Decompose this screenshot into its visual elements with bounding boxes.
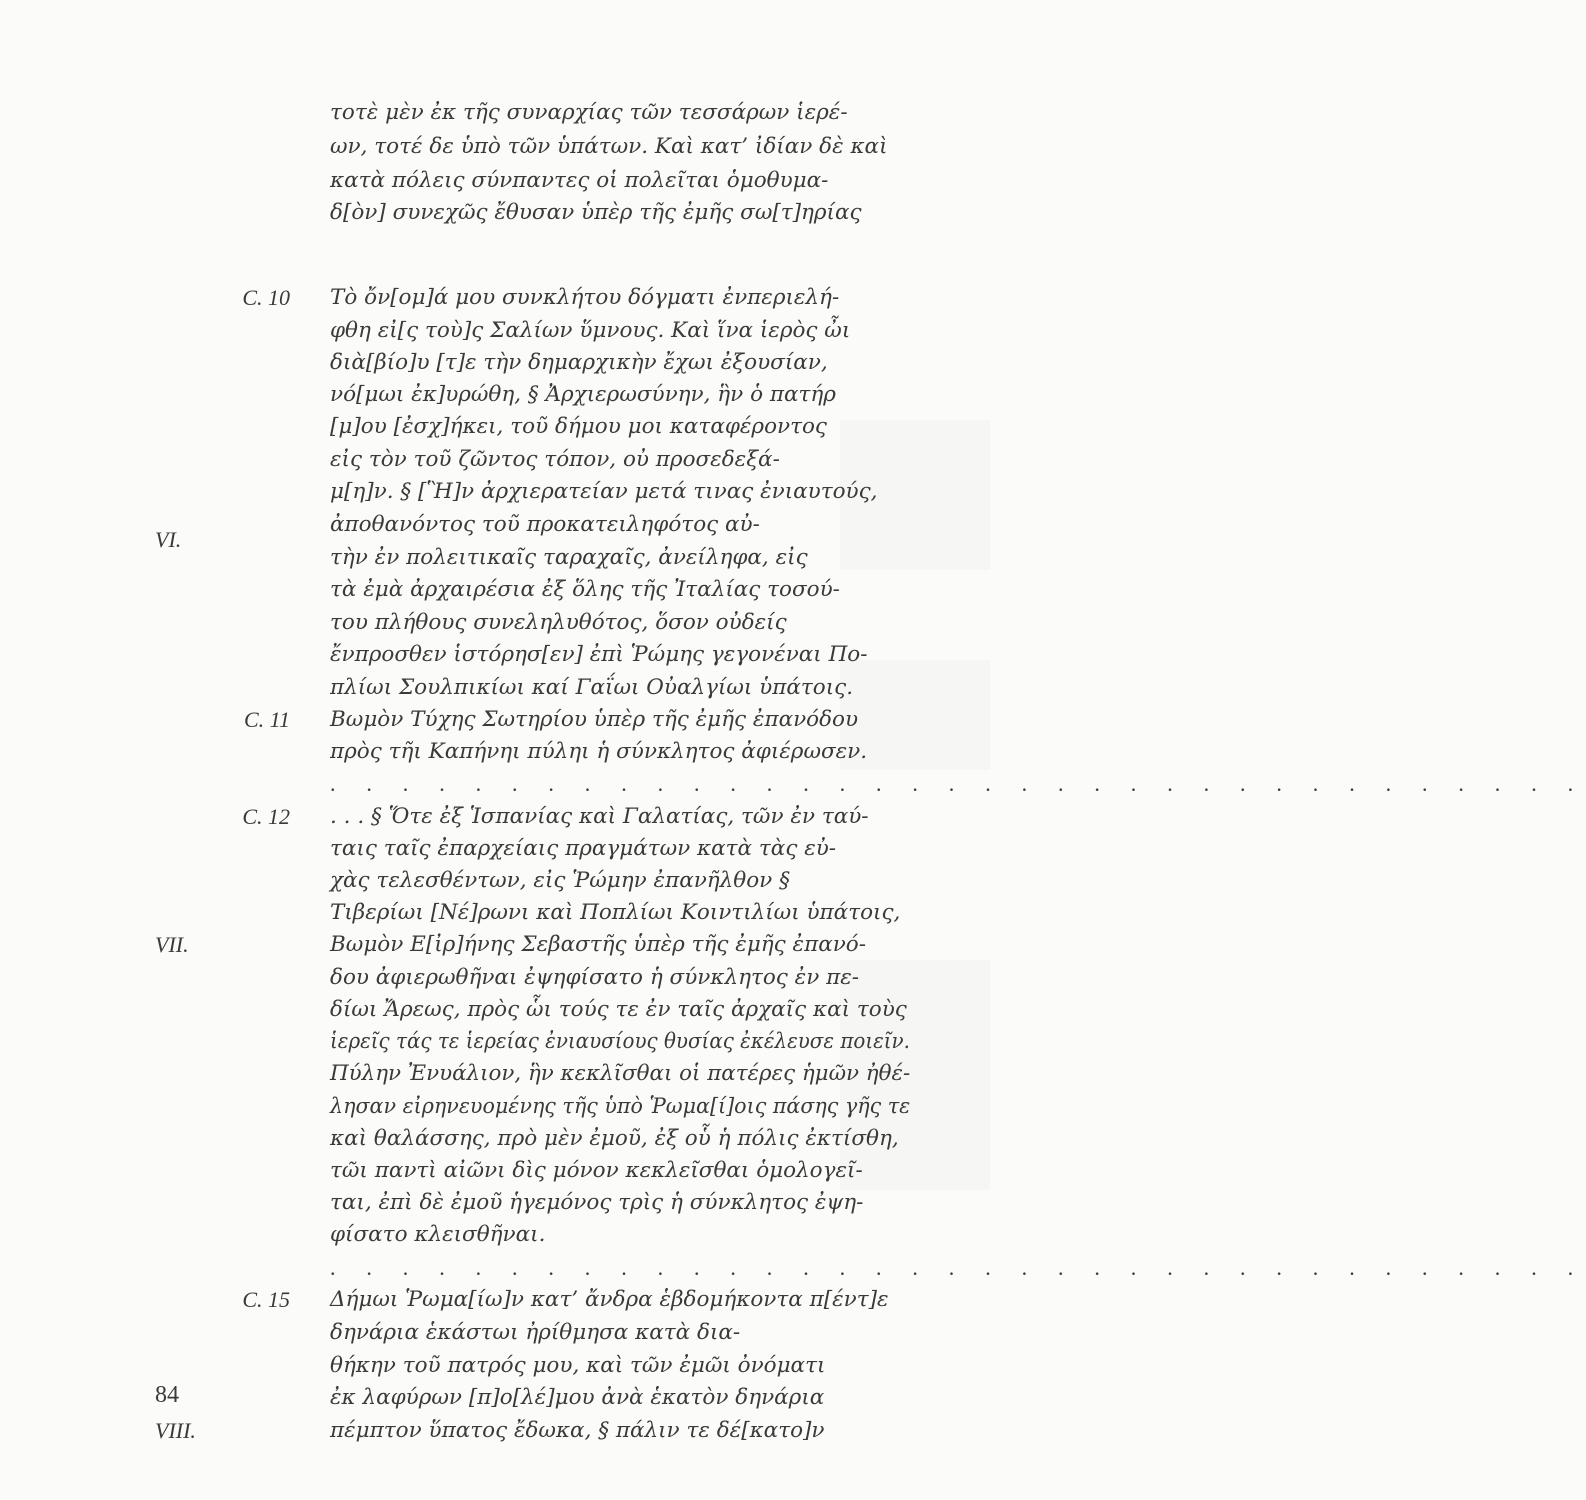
margin-chapter-ref: C. 10 (242, 285, 290, 310)
margin-chapter-ref: C. 15 (242, 1287, 290, 1312)
text-line: Πύλην Ἐνυάλιον, ἣν κεκλῖσθαι οἱ πατέρες ἡμῶν ἠθέ- (330, 1061, 911, 1086)
text-line: κατὰ πόλεις σύνπαντες οἱ πολεῖται ὁμοθυμα- (330, 168, 829, 193)
text-line: ἀποθανόντος τοῦ προκατειληφότος αὐ- (330, 512, 760, 537)
text-line: νό[μωι ἐκ]υρώθη, § Ἀρχιερωσύνην, ἣν ὁ πατήρ (330, 382, 836, 407)
text-line: Βωμὸν Τύχης Σωτηρίου ὑπὲρ τῆς ἐμῆς ἐπανόδου (330, 707, 859, 732)
text-line: λησαν εἰρηνευομένης τῆς ὑπὸ Ῥωμα[ί]οις πάσης γῆς τε (330, 1094, 911, 1119)
text-line: μ[η]ν. § [Ἣ]ν ἀρχιερατείαν μετά τινας ἐνιαυτούς, (330, 479, 878, 504)
text-line: ἐκ λαφύρων [π]ο[λέ]μου ἀνὰ ἑκατὸν δηνάρια (330, 1385, 825, 1410)
section-numeral: VI. (155, 527, 182, 552)
text-line: δίωι Ἄρεως, πρὸς ὧι τούς τε ἐν ταῖς ἀρχαῖς καὶ τοὺς (330, 997, 907, 1022)
text-line: ταις ταῖς ἐπαρχείαις πραγμάτων κατὰ τὰς εὐ- (330, 836, 837, 861)
text-line: του πλήθους συνεληλυθότος, ὅσον οὐδείς (330, 610, 787, 635)
text-line: φίσατο κλεισθῆναι. (330, 1222, 546, 1247)
section-numeral: VIII. (155, 1418, 196, 1443)
text-line: τὰ ἐμὰ ἀρχαιρέσια ἐξ ὅλης τῆς Ἰταλίας τοσού- (330, 577, 840, 602)
text-line: δ[ὸν] συνεχῶς ἔθυσαν ὑπὲρ τῆς ἐμῆς σω[τ]ηρίας (330, 200, 862, 225)
text-line: ἔνπροσθεν ἱστόρησ[εν] ἐπὶ Ῥώμης γεγονέναι Πο- (330, 642, 868, 667)
text-line: ων, τοτέ δε ὑπὸ τῶν ὑπάτων. Καὶ κατ’ ἰδίαν δὲ καὶ (330, 134, 888, 159)
text-line: . . . § Ὅτε ἐξ Ἱσπανίας καὶ Γαλατίας, τῶν ἐν ταύ- (330, 804, 869, 829)
page-number: 84 (155, 1382, 179, 1408)
text-line: [μ]ου [ἐσχ]ήκει, τοῦ δήμου μοι καταφέροντος (330, 414, 827, 439)
text-line: δου ἀφιερωθῆναι ἐψηφίσατο ἡ σύνκλητος ἐν πε- (330, 965, 860, 990)
text-line: τοτὲ μὲν ἐκ τῆς συναρχίας τῶν τεσσάρων ἱερέ- (330, 100, 848, 125)
text-line: Δήμωι Ῥωμα[ίω]ν κατ’ ἄνδρα ἑβδομήκοντα π[έντ]ε (330, 1287, 889, 1312)
text-line: φθη εἰ[ς τοὺ]ς Σαλίων ὕμνους. Καὶ ἵνα ἱερὸς ὦι (330, 318, 851, 343)
text-line: Τιβερίωι [Νέ]ρωνι καὶ Ποπλίωι Κοιντιλίωι ὑπάτοις, (330, 900, 901, 925)
text-line: καὶ θαλάσσης, πρὸ μὲν ἐμοῦ, ἐξ οὗ ἡ πόλις ἐκτίσθη, (330, 1126, 899, 1151)
text-line: δηνάρια ἑκάστωι ἠρίθμησα κατὰ δια- (330, 1320, 741, 1345)
margin-chapter-ref: C. 11 (243, 707, 290, 732)
text-line: πλίωι Σουλπικίωι καί Γαΐωι Οὐαλγίωι ὑπάτοις. (330, 675, 854, 700)
text-line: τῶι παντὶ αἰῶνι δὶς μόνον κεκλεῖσθαι ὁμολογεῖ- (330, 1158, 863, 1183)
text-line: χὰς τελεσθέντων, εἰς Ῥώμην ἐπανῆλθον § (330, 868, 790, 893)
section-numeral: VII. (155, 932, 189, 957)
text-line: ἱερεῖς τάς τε ἱερείας ἐνιαυσίους θυσίας ἐκέλευσε ποιεῖν. (330, 1029, 910, 1054)
margin-chapter-ref: C. 12 (242, 804, 290, 829)
text-line: θήκην τοῦ πατρός μου, καὶ τῶν ἐμῶι ὀνόματι (330, 1353, 826, 1378)
text-line: πέμπτον ὕπατος ἔδωκα, § πάλιν τε δέ[κατο]ν (330, 1418, 825, 1443)
text-line: πρὸς τῆι Καπήνηι πύληι ἡ σύνκλητος ἀφιέρωσεν. (330, 739, 868, 764)
ellipsis-row: . . . . . . . . . . . . . . . . . . . . . . . . . . . . . . . . . . . (330, 771, 1586, 796)
text-line: Βωμὸν Ε[ἰρ]ήνης Σεβαστῆς ὑπὲρ τῆς ἐμῆς ἐπανό- (330, 932, 867, 957)
text-line: τὴν ἐν πολειτικαῖς ταραχαῖς, ἀνείληφα, εἰς (330, 545, 808, 570)
ellipsis-row: . . . . . . . . . . . . . . . . . . . . . . . . . . . . . . . . . . . (330, 1255, 1586, 1280)
text-line: εἰς τὸν τοῦ ζῶντος τόπον, οὐ προσεδεξά- (330, 447, 780, 472)
text-line: ται, ἐπὶ δὲ ἐμοῦ ἡγεμόνος τρὶς ἡ σύνκλητος ἐψη- (330, 1190, 864, 1215)
text-line: Τὸ ὄν[ομ]ά μου συνκλήτου δόγματι ἐνπεριελή- (330, 285, 840, 310)
text-line: διὰ[βίο]υ [τ]ε τὴν δημαρχικὴν ἔχωι ἐξουσίαν, (330, 350, 828, 375)
